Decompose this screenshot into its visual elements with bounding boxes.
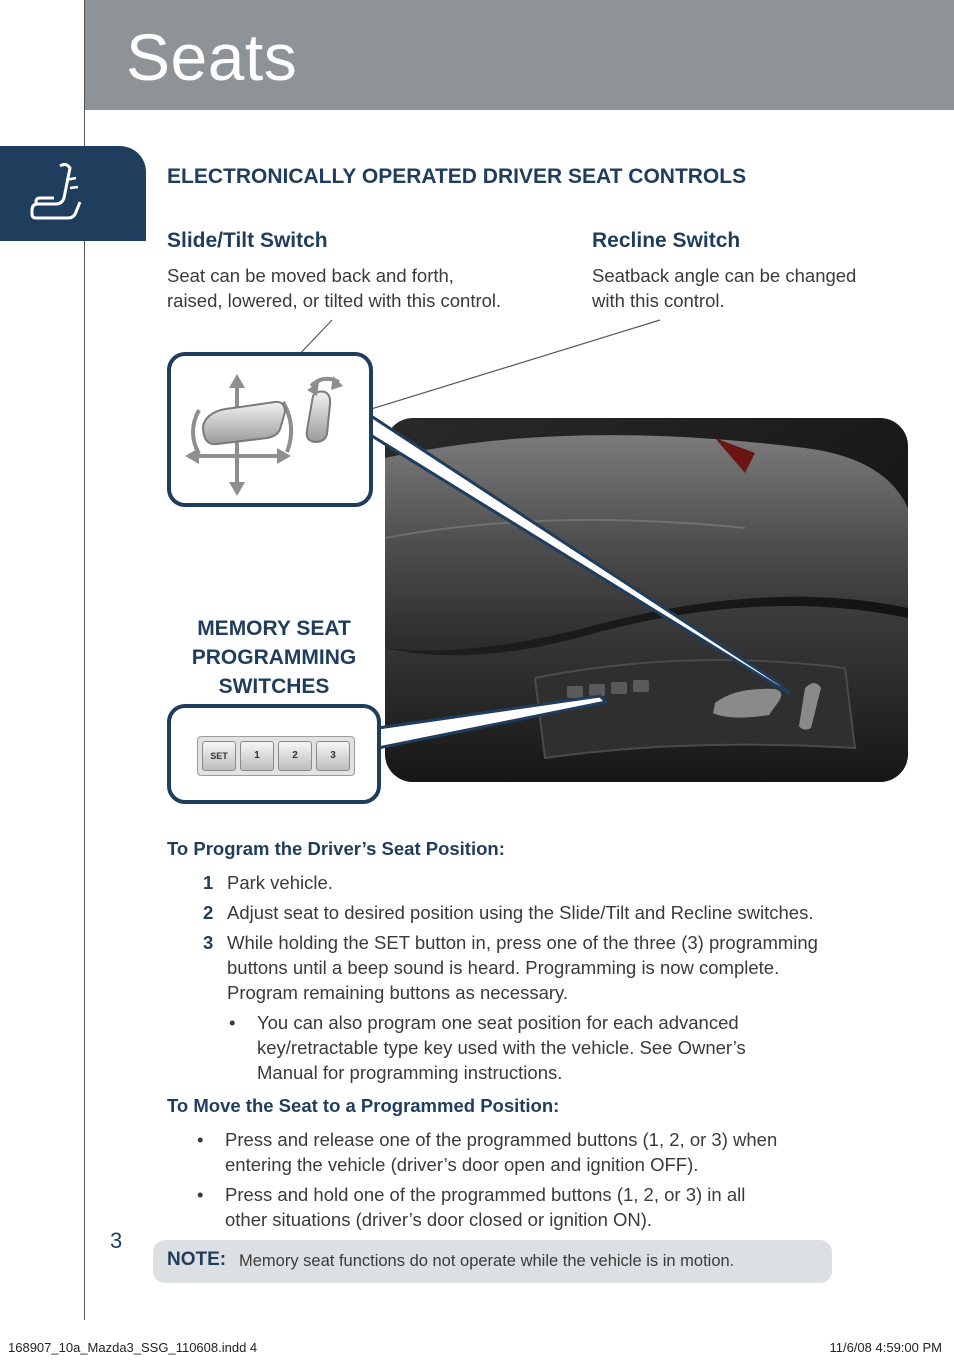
slide-tilt-switch-illustration bbox=[171, 356, 369, 503]
memory-label-line-2: PROGRAMMING bbox=[191, 646, 357, 669]
step-number: 2 bbox=[203, 902, 214, 923]
program-step-3 bbox=[203, 930, 923, 1005]
seat-switch-inset bbox=[167, 352, 373, 507]
section-heading: ELECTRONICALLY OPERATED DRIVER SEAT CONTROLS bbox=[167, 165, 747, 188]
slide-tilt-heading: Slide/Tilt Switch bbox=[167, 229, 328, 252]
program-heading: To Program the Driver’s Seat Position: bbox=[167, 838, 505, 859]
footer-file-slug: 168907_10a_Mazda3_SSG_110608.indd 4 bbox=[8, 1340, 258, 1355]
bullet-text: Press and hold one of the programmed buttons (1, 2, or 3) in all bbox=[225, 1184, 746, 1205]
move-bullet-2 bbox=[197, 1182, 917, 1232]
bullet-text: Manual for programming instructions. bbox=[257, 1062, 563, 1083]
move-heading: To Move the Seat to a Programmed Position: bbox=[167, 1095, 560, 1116]
bullet-dot: • bbox=[229, 1012, 236, 1033]
recline-heading: Recline Switch bbox=[592, 229, 741, 252]
program-step-1 bbox=[203, 870, 923, 895]
memory-set-button: SET bbox=[202, 741, 236, 771]
bullet-text: Press and release one of the programmed buttons (1, 2, or 3) when bbox=[225, 1129, 778, 1150]
recline-text-2: with this control. bbox=[592, 290, 725, 311]
memory-switch-inset bbox=[167, 704, 381, 804]
step-text: Adjust seat to desired position using the Slide/Tilt and Recline switches. bbox=[227, 902, 814, 923]
note-box bbox=[153, 1240, 832, 1283]
slide-tilt-text-1: Seat can be moved back and forth, bbox=[167, 265, 454, 286]
memory-switch-panel bbox=[197, 736, 355, 776]
step-text: Program remaining buttons as necessary. bbox=[227, 982, 569, 1003]
memory-label-line-3: SWITCHES bbox=[218, 675, 330, 698]
step-number: 1 bbox=[203, 872, 214, 893]
program-sub-bullet bbox=[229, 1010, 909, 1085]
bullet-text: key/retractable type key used with the vehicle. See Owner’s bbox=[257, 1037, 746, 1058]
page-title: Seats bbox=[126, 20, 298, 94]
recline-text-1: Seatback angle can be changed bbox=[592, 265, 857, 286]
note-text: Memory seat functions do not operate while the vehicle is in motion. bbox=[239, 1252, 735, 1270]
bullet-text: entering the vehicle (driver’s door open and ignition OFF). bbox=[225, 1154, 699, 1175]
step-number: 3 bbox=[203, 932, 214, 953]
memory-label-line-1: MEMORY SEAT bbox=[197, 617, 351, 640]
slide-tilt-text-2: raised, lowered, or tilted with this control. bbox=[167, 290, 502, 311]
bullet-text: You can also program one seat position for each advanced bbox=[257, 1012, 739, 1033]
bullet-text: other situations (driver’s door closed or ignition ON). bbox=[225, 1209, 653, 1230]
move-bullet-1 bbox=[197, 1127, 917, 1177]
memory-seat-label bbox=[170, 614, 378, 701]
footer-timestamp: 11/6/08 4:59:00 PM bbox=[829, 1340, 942, 1355]
step-text: While holding the SET button in, press one of the three (3) programming bbox=[227, 932, 818, 953]
step-text: Park vehicle. bbox=[227, 872, 333, 893]
step-text: buttons until a beep sound is heard. Programming is now complete. bbox=[227, 957, 780, 978]
memory-button-3: 3 bbox=[316, 741, 350, 771]
memory-button-2: 2 bbox=[278, 741, 312, 771]
note-label: NOTE: bbox=[167, 1249, 227, 1270]
bullet-dot: • bbox=[197, 1129, 204, 1150]
page-number: 3 bbox=[110, 1228, 123, 1253]
memory-button-1: 1 bbox=[240, 741, 274, 771]
bullet-dot: • bbox=[197, 1184, 204, 1205]
program-step-2 bbox=[203, 900, 923, 925]
